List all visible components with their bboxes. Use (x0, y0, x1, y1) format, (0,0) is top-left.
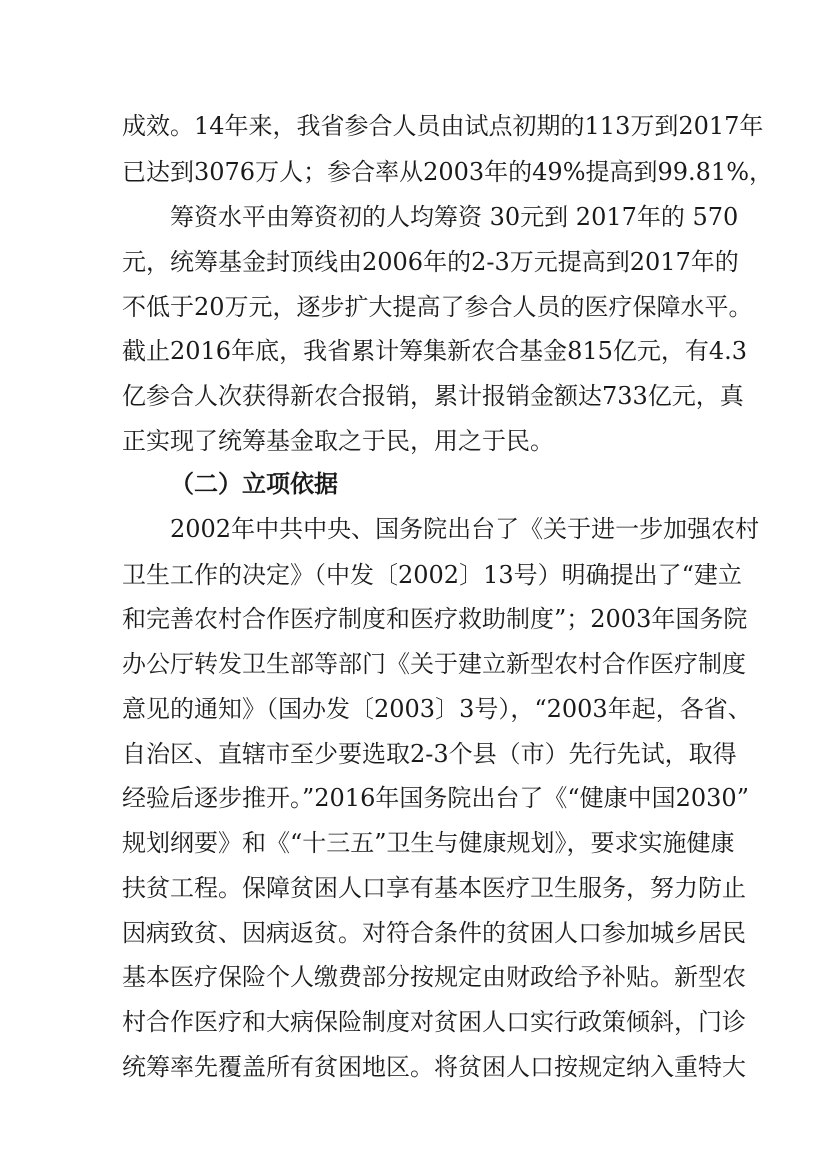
paragraph-line: 2002年中共中央、国务院出台了《关于进一步加强农村 (170, 515, 760, 543)
paragraph-line: 已达到3076万人；参合率从2003年的49%提高到99.81%， (122, 158, 774, 186)
paragraph-line: 正实现了统筹基金取之于民，用之于民。 (122, 427, 554, 455)
paragraph-line: 和完善农村合作医疗制度和医疗救助制度”；2003年国务院 (122, 605, 748, 633)
paragraph-line: 成效。14年来，我省参合人员由试点初期的113万到2017年 (122, 112, 764, 140)
paragraph-line: 卫生工作的决定》（中发〔2002〕13号）明确提出了“建立 (122, 561, 742, 589)
paragraph-line: 基本医疗保险个人缴费部分按规定由财政给予补贴。新型农 (122, 963, 746, 991)
paragraph-line: 元，统筹基金封顶线由2006年的2-3万元提高到2017年的 (122, 248, 739, 276)
paragraph-line: 村合作医疗和大病保险制度对贫困人口实行政策倾斜，门诊 (122, 1008, 746, 1036)
paragraph-line: 统筹率先覆盖所有贫困地区。将贫困人口按规定纳入重特大 (122, 1053, 746, 1081)
paragraph-line: 截止2016年底，我省累计筹集新农合基金815亿元，有4.3 (122, 337, 748, 365)
paragraph-line: 亿参合人次获得新农合报销，累计报销金额达733亿元，真 (122, 382, 744, 410)
paragraph-line: 不低于20万元，逐步扩大提高了参合人员的医疗保障水平。 (122, 293, 753, 321)
paragraph-line: 经验后逐步推开。”2016年国务院出台了《“健康中国2030” (122, 784, 749, 812)
section-heading: （二）立项依据 (170, 469, 338, 498)
paragraph-line: 意见的通知》（国办发〔2003〕3号），“2003年起，各省、 (122, 695, 752, 723)
paragraph-line: 扶贫工程。保障贫困人口享有基本医疗卫生服务，努力防止 (122, 874, 746, 902)
paragraph-line: 筹资水平由筹资初的人均筹资 30元到 2017年的 570 (170, 203, 739, 231)
paragraph-line: 办公厅转发卫生部等部门《关于建立新型农村合作医疗制度 (122, 650, 746, 678)
paragraph-line: 自治区、直辖市至少要选取2-3个县（市）先行先试，取得 (122, 740, 737, 768)
paragraph-line: 规划纲要》和《“十三五”卫生与健康规划》，要求实施健康 (122, 829, 735, 857)
paragraph-line: 因病致贫、因病返贫。对符合条件的贫困人口参加城乡居民 (122, 919, 746, 947)
